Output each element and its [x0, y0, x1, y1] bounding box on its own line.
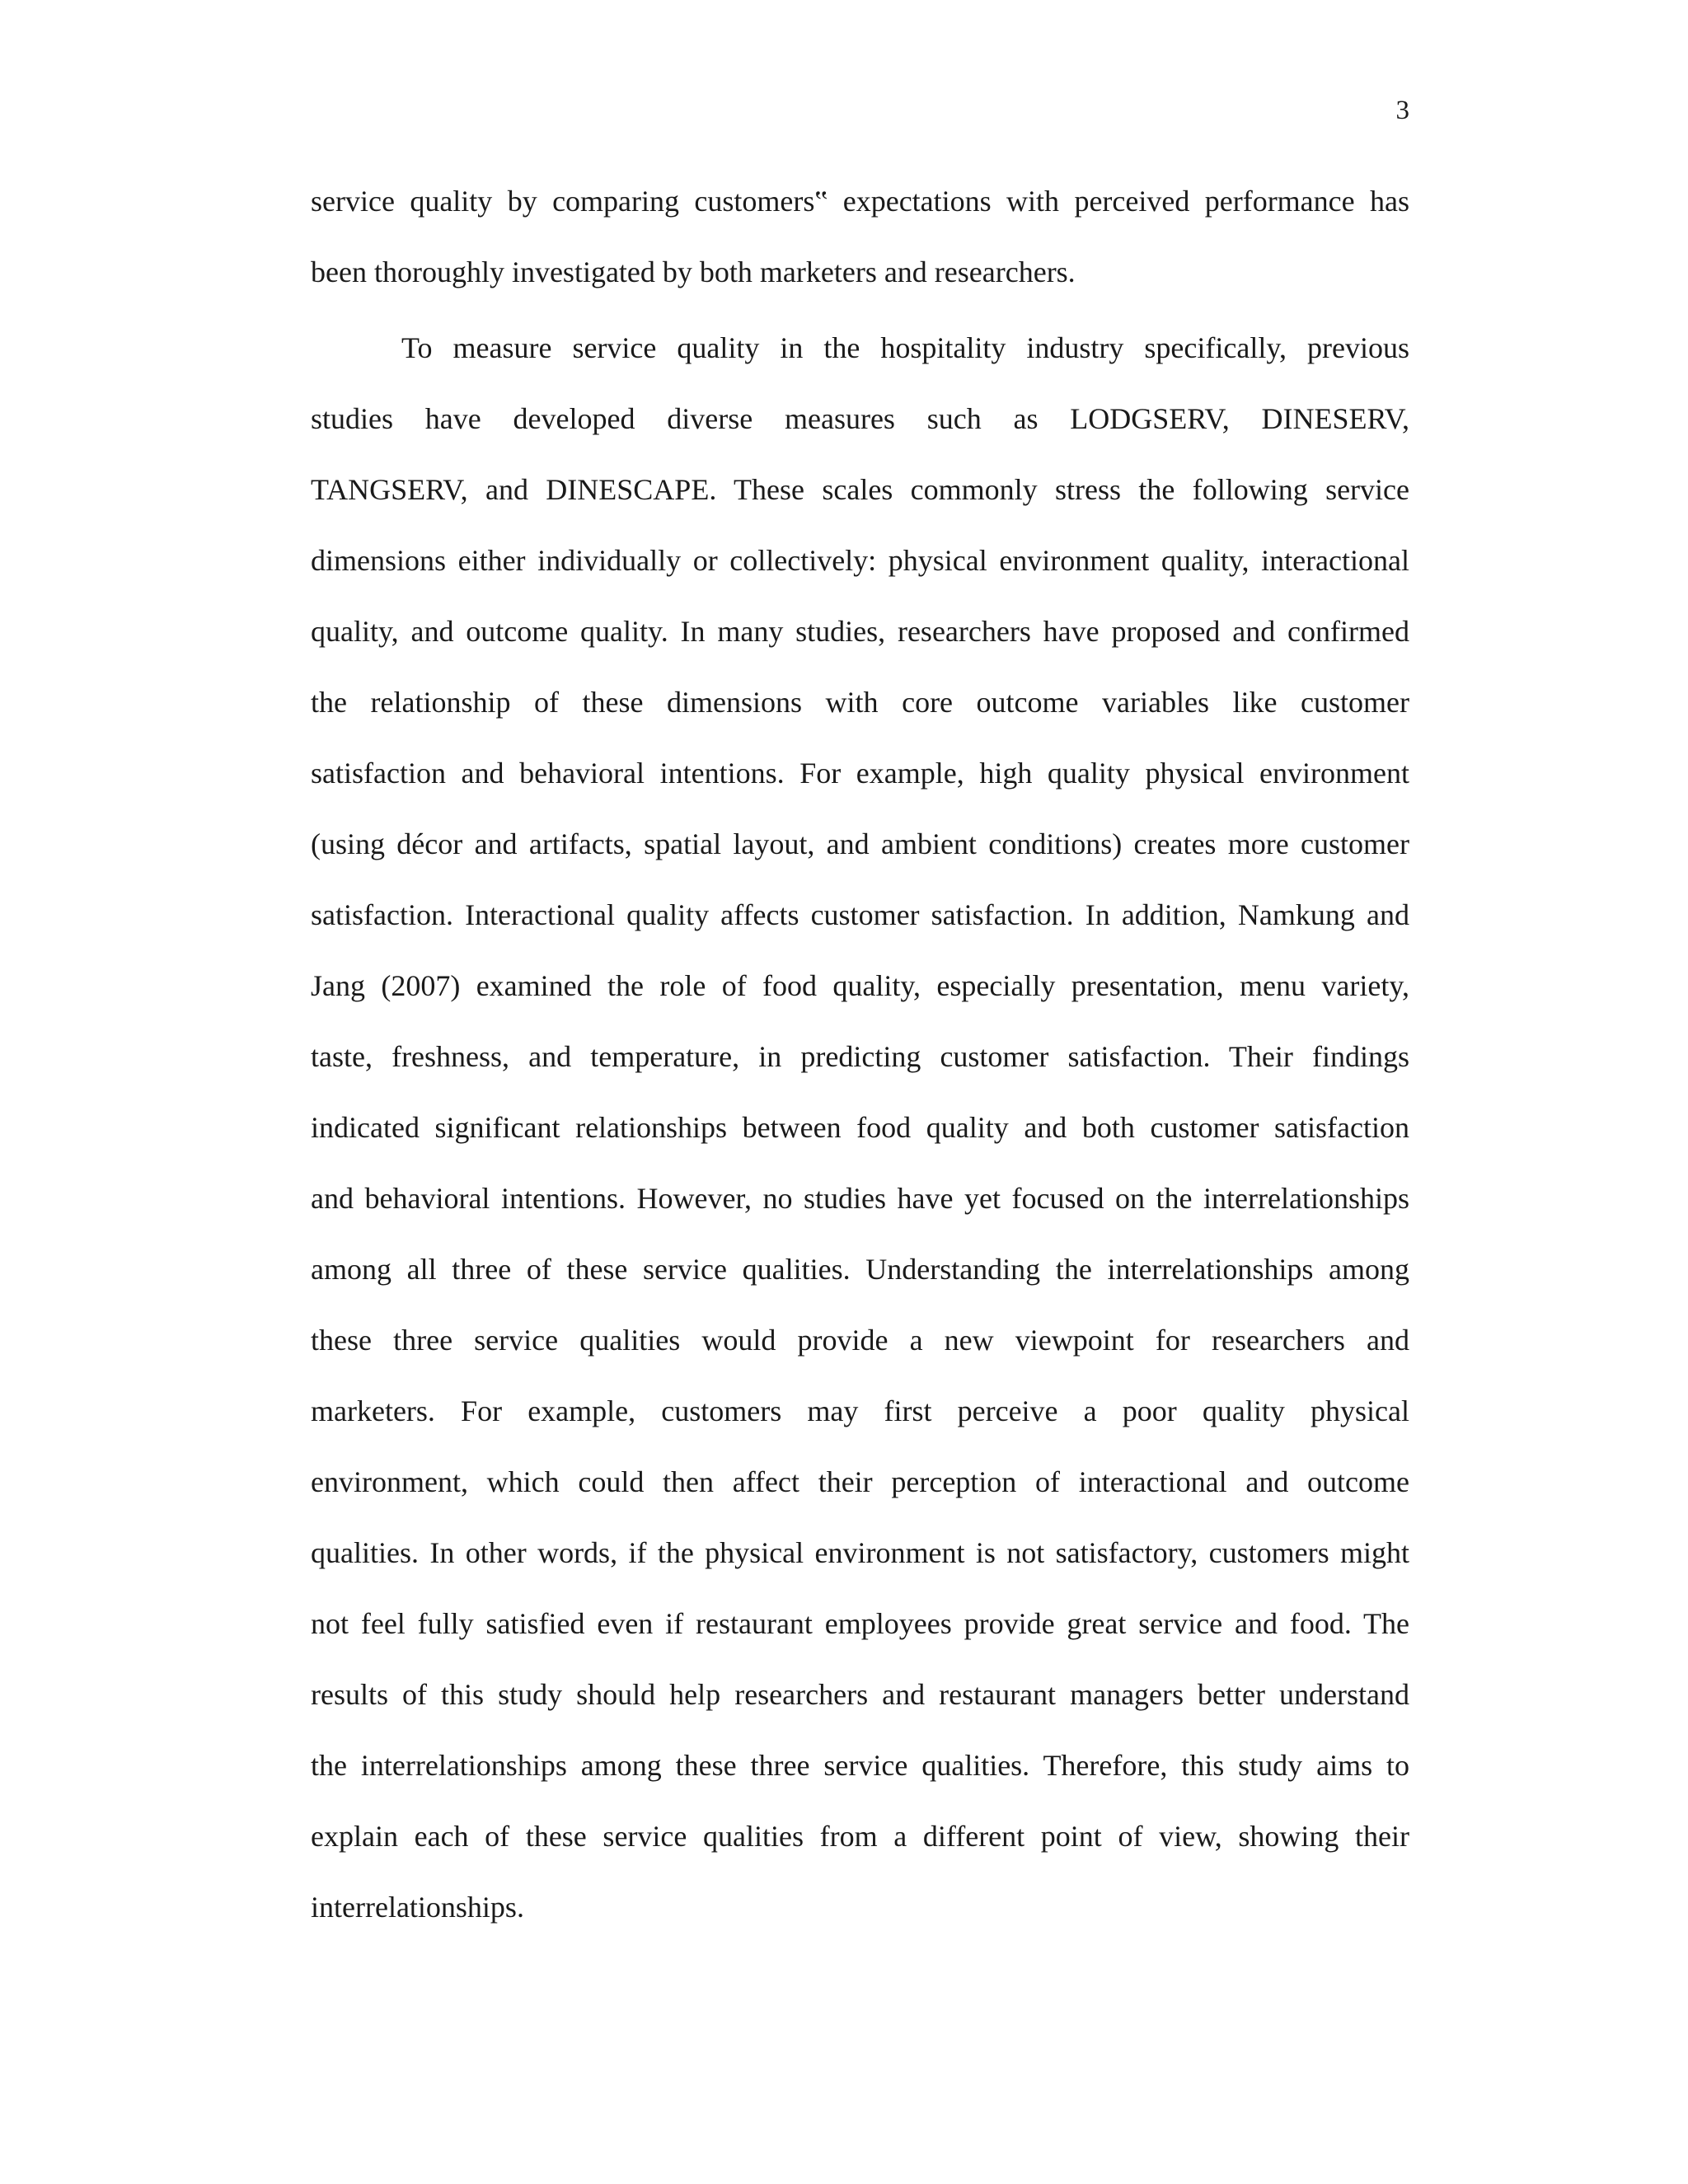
text-line: satisfaction and behavioral intentions. For example, high quality physical environment [311, 757, 1409, 790]
body-text [311, 175, 1409, 1952]
text-line: studies have developed diverse measures such as LODGSERV, DINESERV, [311, 402, 1409, 435]
text-line: taste, freshness, and temperature, in predicting customer satisfaction. Their findings [311, 1040, 1409, 1073]
text-line: explain each of these service qualities from a different point of view, showing their [311, 1820, 1409, 1853]
text-line: and behavioral intentions. However, no studies have yet focused on the interrelationships [311, 1182, 1409, 1215]
text-line: not feel fully satisfied even if restaurant employees provide great service and food. The [311, 1607, 1409, 1640]
text-line: the interrelationships among these three service qualities. Therefore, this study aims to [311, 1749, 1409, 1782]
text-line: interrelationships. [311, 1891, 524, 1924]
text-line: Jang (2007) examined the role of food quality, especially presentation, menu variety, [311, 969, 1409, 1002]
text-line: dimensions either individually or collectively: physical environment quality, interactional [311, 544, 1409, 577]
text-line: qualities. In other words, if the physical environment is not satisfactory, customers might [311, 1536, 1409, 1569]
text-line: TANGSERV, and DINESCAPE. These scales commonly stress the following service [311, 473, 1409, 506]
text-line: been thoroughly investigated by both marketers and researchers. [311, 255, 1076, 288]
text-line: indicated significant relationships between food quality and both customer satisfaction [311, 1111, 1409, 1144]
text-line: the relationship of these dimensions with core outcome variables like customer [311, 686, 1409, 719]
text-line: To measure service quality in the hospitality industry specifically, previous [401, 331, 1409, 364]
text-line: satisfaction. Interactional quality affects customer satisfaction. In addition, Namkung and [311, 898, 1409, 931]
text-line: quality, and outcome quality. In many studies, researchers have proposed and confirmed [311, 615, 1409, 648]
text-line: (using décor and artifacts, spatial layout, and ambient conditions) creates more customer [311, 827, 1409, 860]
text-line: results of this study should help researchers and restaurant managers better understand [311, 1678, 1409, 1711]
text-line: environment, which could then affect their perception of interactional and outcome [311, 1465, 1409, 1498]
text-line: these three service qualities would provide a new viewpoint for researchers and [311, 1324, 1409, 1357]
text-line: among all three of these service qualities. Understanding the interrelationships among [311, 1253, 1409, 1286]
text-line: marketers. For example, customers may first perceive a poor quality physical [311, 1394, 1409, 1427]
text-line: service quality by comparing customers‟ expectations with perceived performance has [311, 185, 1409, 218]
page-number: 3 [1395, 96, 1409, 125]
